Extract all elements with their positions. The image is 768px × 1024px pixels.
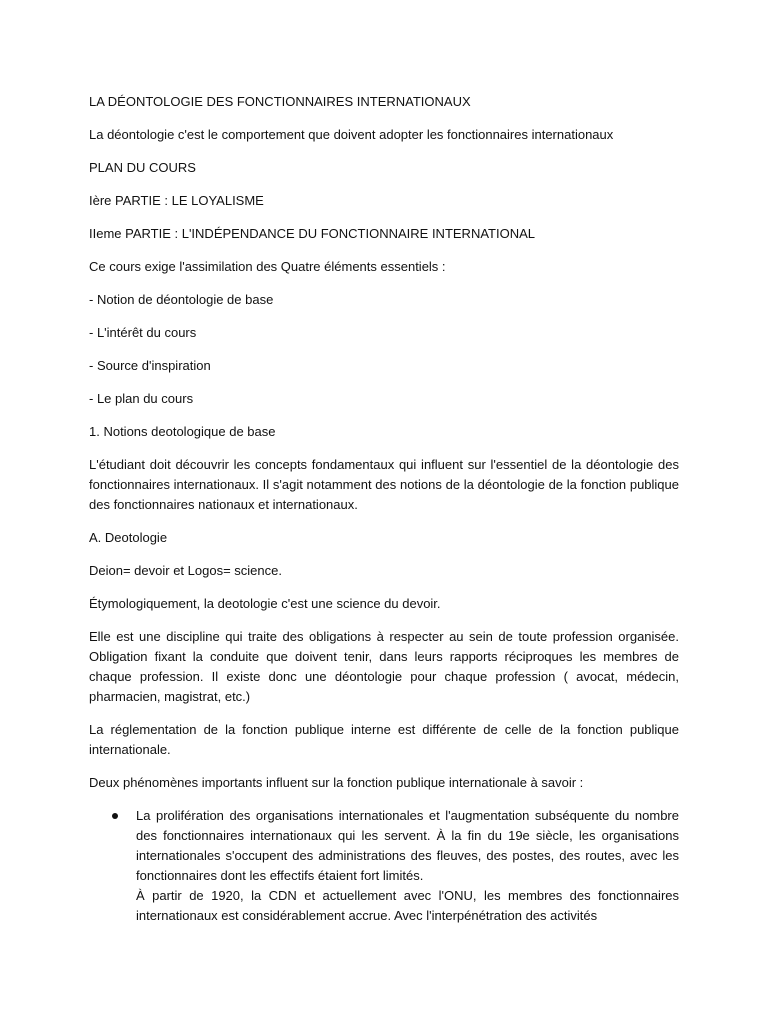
element-item: - Source d'inspiration [89,358,211,373]
element-item: - L'intérêt du cours [89,325,197,340]
document-title: LA DÉONTOLOGIE DES FONCTIONNAIRES INTERNATIONAUX [89,94,471,109]
element-item: - Le plan du cours [89,391,194,406]
elements-intro: Ce cours exige l'assimilation des Quatre éléments essentiels : [89,259,446,274]
section-one-paragraph: L'étudiant doit découvrir les concepts fondamentaux qui influent sur l'essentiel de la déontologie des fonctionnaires internationaux. Il s'agit notamment des notions de la déontologie de la fonction publique des fonctionnaires nationaux et internationaux. [89,457,679,512]
etymology-parts: Deion= devoir et Logos= science. [89,563,282,578]
phenomena-intro: Deux phénomènes importants influent sur la fonction publique internationale à savoir : [89,775,584,790]
etymology-paragraph: Étymologiquement, la deotologie c'est une science du devoir. [89,596,441,611]
regulation-paragraph: La réglementation de la fonction publique interne est différente de celle de la fonction publique internationale. [89,722,679,757]
bullet-text-part-two: À partir de 1920, la CDN et actuellement avec l'ONU, les membres des fonctionnaires internationaux est considérablement accrue. Avec l'interpénétration des activités [136,888,679,923]
bullet-text-part-one: La prolifération des organisations internationales et l'augmentation subséquente du nombre des fonctionnaires internationaux qui les servent. À la fin du 19e siècle, les organisations internationales s'occupent des administrations des fleuves, des postes, des routes, avec les fonctionnaires dont les effectifs étaient fort limités. [136,808,679,883]
section-one-heading: 1. Notions deotologique de base [89,424,276,439]
discipline-paragraph: Elle est une discipline qui traite des obligations à respecter au sein de toute profession organisée. Obligation fixant la conduite que doivent tenir, dans leurs rapports réciproques les membres de chaque profession. Il existe donc une déontologie pour chaque profession ( avocat, médecin, pharmacien, magistrat, etc.) [89,629,679,704]
subsection-a-heading: A. Deotologie [89,530,168,545]
bullet-icon [112,813,118,819]
phenomena-list [89,806,679,926]
part-two-heading: IIeme PARTIE : L'INDÉPENDANCE DU FONCTIONNAIRE INTERNATIONAL [89,226,535,241]
intro-paragraph: La déontologie c'est le comportement que doivent adopter les fonctionnaires internationaux [89,127,614,142]
plan-heading: PLAN DU COURS [89,160,196,175]
part-one-heading: Ière PARTIE : LE LOYALISME [89,193,264,208]
list-item [89,806,679,926]
element-item: - Notion de déontologie de base [89,292,274,307]
